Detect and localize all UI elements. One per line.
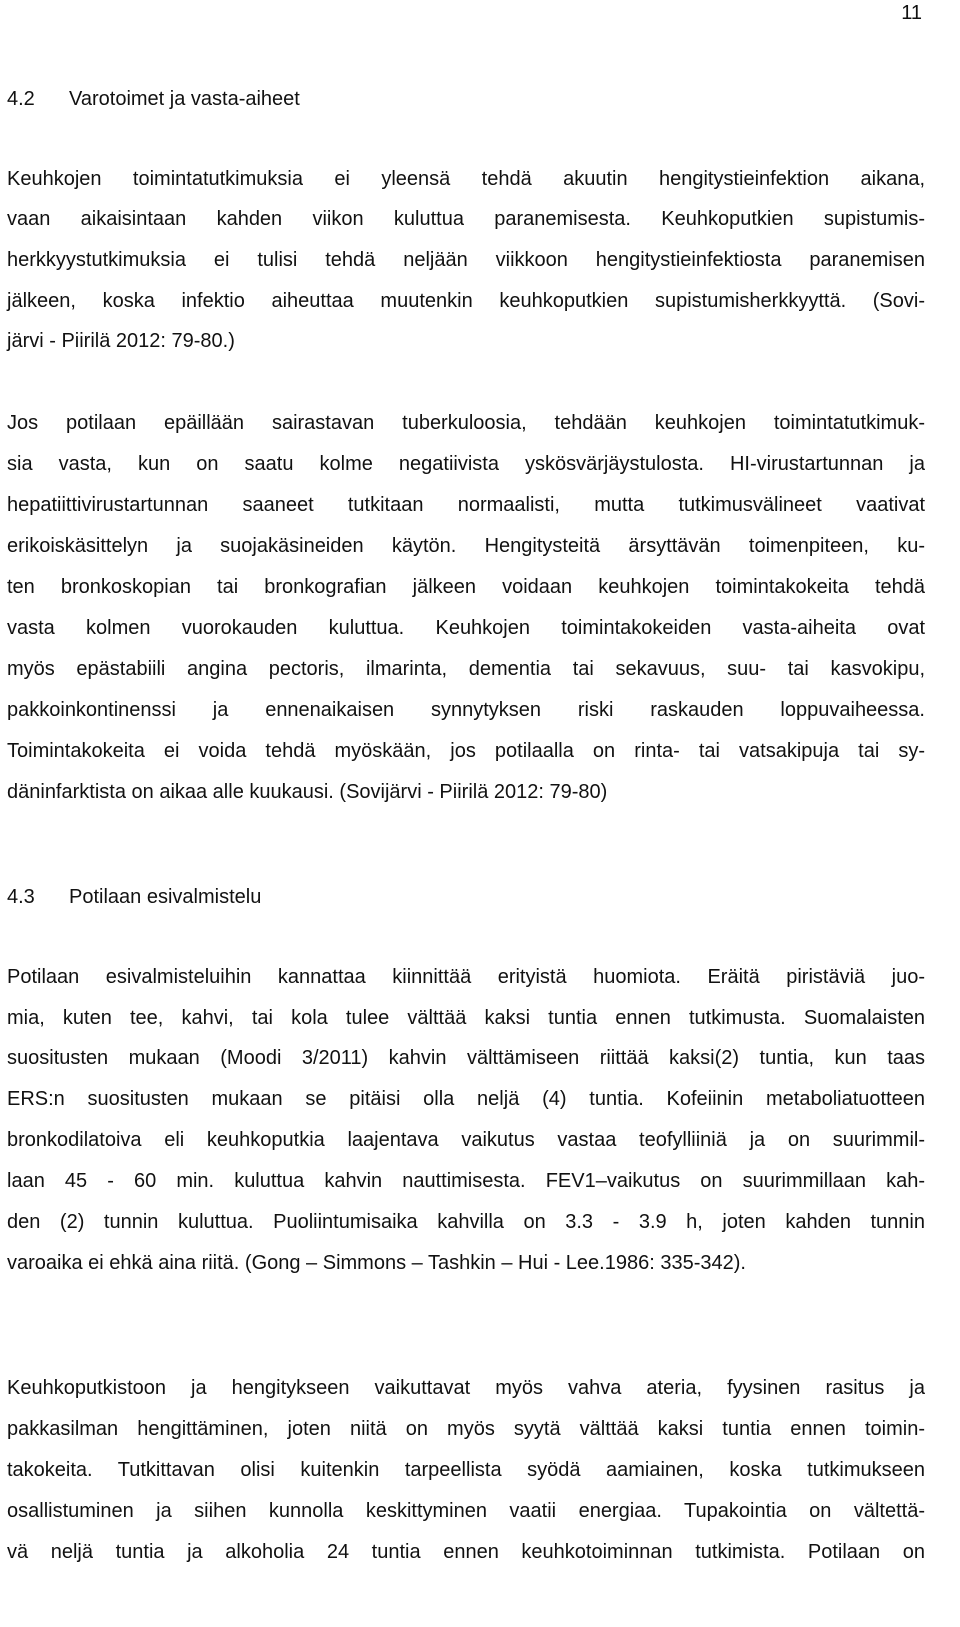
text-line: suositusten mukaan (Moodi 3/2011) kahvin välttämiseen riittää kaksi(2) tuntia, kun taas <box>7 1047 925 1069</box>
page-number: 11 <box>901 2 922 24</box>
text-line: pakkoinkontinenssi ja ennenaikaisen synnytyksen riski raskauden loppuvaiheessa. <box>7 699 925 721</box>
section-heading-4-3 <box>7 886 261 909</box>
text-line: järvi - Piirilä 2012: 79-80.) <box>7 330 235 352</box>
text-line: bronkodilatoiva eli keuhkoputkia laajentava vaikutus vastaa teofylliiniä ja on suurimmil- <box>7 1129 925 1151</box>
text-line: däninfarktista on aikaa alle kuukausi. (Sovijärvi - Piirilä 2012: 79-80) <box>7 781 608 803</box>
section-title: Varotoimet ja vasta-aiheet <box>69 88 300 110</box>
text-line: ERS:n suositusten mukaan se pitäisi olla neljä (4) tuntia. Kofeiinin metaboliatuotteen <box>7 1088 925 1110</box>
text-line: jälkeen, koska infektio aiheuttaa muutenkin keuhkoputkien supistumisherkkyyttä. (Sovi- <box>7 290 925 312</box>
text-line: Potilaan esivalmisteluihin kannattaa kiinnittää erityistä huomiota. Eräitä piristäviä juo- <box>7 966 925 988</box>
text-line: laan 45 - 60 min. kuluttua kahvin nauttimisesta. FEV1–vaikutus on suurimmillaan kah- <box>7 1170 925 1192</box>
text-line: herkkyystutkimuksia ei tulisi tehdä neljään viikkoon hengitystieinfektiosta paranemisen <box>7 249 925 271</box>
text-line: Jos potilaan epäillään sairastavan tuberkuloosia, tehdään keuhkojen toimintatutkimuk- <box>7 412 925 434</box>
text-line: myös epästabiili angina pectoris, ilmarinta, dementia tai sekavuus, suu- tai kasvokipu, <box>7 658 925 680</box>
text-line: varoaika ei ehkä aina riitä. (Gong – Simmons – Tashkin – Hui - Lee.1986: 335-342). <box>7 1252 746 1274</box>
text-line: hepatiittivirustartunnan saaneet tutkitaan normaalisti, mutta tutkimusvälineet vaativat <box>7 494 925 516</box>
section-number: 4.2 <box>7 88 35 110</box>
text-line: mia, kuten tee, kahvi, tai kola tulee välttää kaksi tuntia ennen tutkimusta. Suomalaisten <box>7 1007 925 1029</box>
section-number: 4.3 <box>7 886 35 908</box>
text-line: vasta kolmen vuorokauden kuluttua. Keuhkojen toimintakokeiden vasta-aiheita ovat <box>7 617 925 639</box>
text-line: Keuhkoputkistoon ja hengitykseen vaikuttavat myös vahva ateria, fyysinen rasitus ja <box>7 1377 925 1399</box>
text-line: sia vasta, kun on saatu kolme negatiivista yskösvärjäystulosta. HI-virustartunnan ja <box>7 453 925 475</box>
section-title: Potilaan esivalmistelu <box>69 886 262 908</box>
text-line: erikoiskäsittelyn ja suojakäsineiden käytön. Hengitysteitä ärsyttävän toimenpiteen, ku- <box>7 535 925 557</box>
text-line: ten bronkoskopian tai bronkografian jälkeen voidaan keuhkojen toimintakokeita tehdä <box>7 576 925 598</box>
text-line: den (2) tunnin kuluttua. Puoliintumisaika kahvilla on 3.3 - 3.9 h, joten kahden tunnin <box>7 1211 925 1233</box>
text-line: pakkasilman hengittäminen, joten niitä on myös syytä välttää kaksi tuntia ennen toimin- <box>7 1418 925 1440</box>
text-line: Toimintakokeita ei voida tehdä myöskään, jos potilaalla on rinta- tai vatsakipuja tai sy- <box>7 740 925 762</box>
section-heading-4-2 <box>7 88 300 111</box>
text-line: vä neljä tuntia ja alkoholia 24 tuntia ennen keuhkotoiminnan tutkimista. Potilaan on <box>7 1541 925 1563</box>
text-line: takokeita. Tutkittavan olisi kuitenkin tarpeellista syödä aamiainen, koska tutkimukseen <box>7 1459 925 1481</box>
text-line: osallistuminen ja siihen kunnolla keskittyminen vaatii energiaa. Tupakointia on vältettä- <box>7 1500 925 1522</box>
text-line: Keuhkojen toimintatutkimuksia ei yleensä tehdä akuutin hengitystieinfektion aikana, <box>7 168 925 190</box>
text-line: vaan aikaisintaan kahden viikon kuluttua paranemisesta. Keuhkoputkien supistumis- <box>7 208 925 230</box>
